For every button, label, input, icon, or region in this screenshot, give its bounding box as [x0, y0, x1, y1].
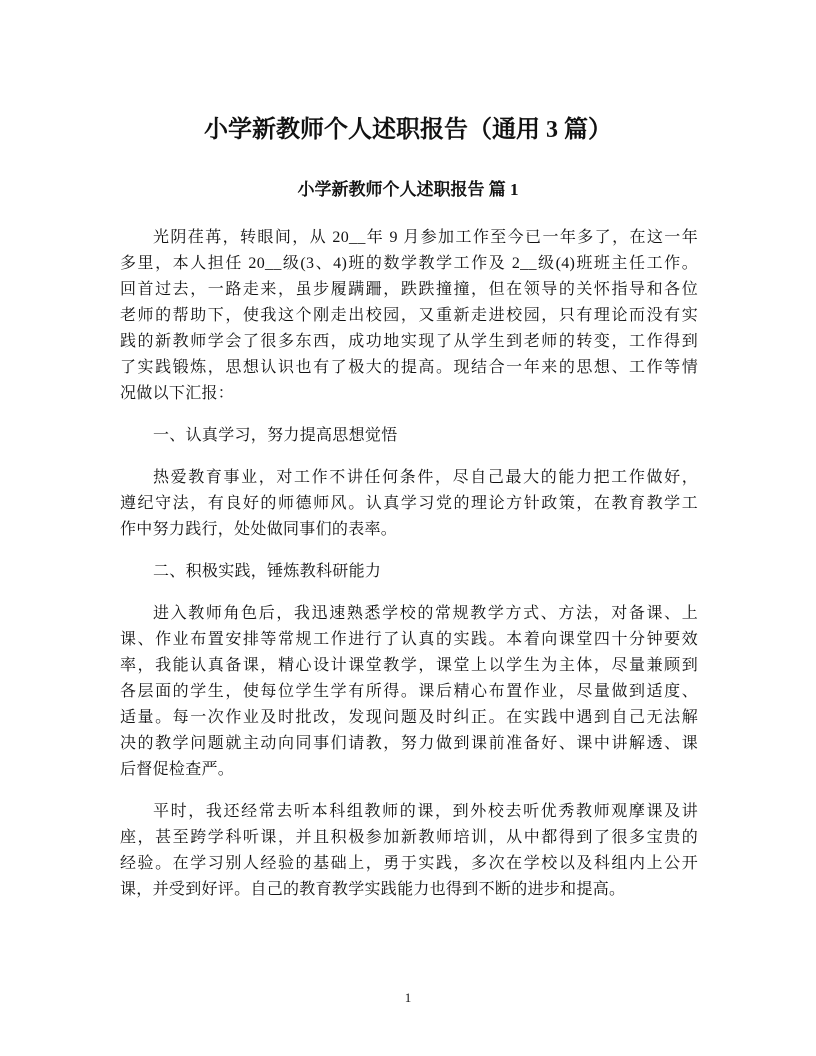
- section-title: 小学新教师个人述职报告 篇 1: [297, 180, 519, 199]
- paragraph: [120, 799, 698, 903]
- page-number: 1: [404, 990, 412, 1005]
- paragraph-line: 进入教师角色后，我迅速熟悉学校的常规教学方式、方法，对备课、上: [153, 605, 698, 622]
- paragraph-line: 作中努力践行，处处做同事们的表率。: [120, 521, 398, 538]
- paragraph-line: 了实践锻炼，思想认识也有了极大的提高。现结合一年来的思想、工作等情: [120, 359, 698, 376]
- paragraph-line: 率，我能认真备课，精心设计课堂教学，课堂上以学生为主体，尽量兼顾到: [120, 657, 698, 674]
- paragraph: [120, 465, 698, 543]
- paragraph-line: 老师的帮助下，使我这个刚走出校园，又重新走进校园，只有理论而没有实: [120, 307, 698, 324]
- paragraph-line: 回首过去，一路走来，虽步履蹒跚，跌跌撞撞，但在领导的关怀指导和各位: [120, 281, 698, 298]
- paragraph: [120, 225, 698, 407]
- paragraph-line: 后督促检查严。: [120, 761, 235, 778]
- paragraph-line: 多里，本人担任 20__级(3、4)班的数学教学工作及 2__级(4)班班主任工作。: [120, 255, 698, 272]
- paragraph-line: 各层面的学生，使每位学生学有所得。课后精心布置作业，尽量做到适度、: [120, 683, 698, 700]
- paragraph-line: 践的新教师学会了很多东西，成功地实现了从学生到老师的转变，工作得到: [120, 333, 698, 350]
- paragraph-line: 决的教学问题就主动向同事们请教，努力做到课前准备好、课中讲解透、课: [120, 735, 698, 752]
- paragraph-line: 经验。在学习别人经验的基础上，勇于实践，多次在学校以及科组内上公开: [120, 855, 698, 872]
- section-heading: 二、积极实践，锤炼教科研能力: [153, 563, 382, 580]
- paragraph: [120, 601, 698, 783]
- paragraph-line: 适量。每一次作业及时批改，发现问题及时纠正。在实践中遇到自己无法解: [120, 709, 698, 726]
- document-title: 小学新教师个人述职报告（通用 3 篇）: [204, 117, 612, 143]
- paragraph-line: 座，甚至跨学科听课，并且积极参加新教师培训，从中都得到了很多宝贵的: [120, 829, 698, 846]
- paragraph-line: 平时，我还经常去听本科组教师的课，到外校去听优秀教师观摩课及讲: [153, 803, 698, 820]
- paragraph-line: 热爱教育事业，对工作不讲任何条件，尽自己最大的能力把工作做好，: [153, 469, 698, 486]
- paragraph-line: 光阴荏苒，转眼间，从 20__年 9 月参加工作至今已一年多了，在这一年: [153, 229, 698, 246]
- paragraph-line: 遵纪守法，有良好的师德师风。认真学习党的理论方针政策，在教育教学工: [120, 495, 698, 512]
- paragraph-line: 况做以下汇报：: [120, 385, 235, 402]
- paragraph-line: 课，并受到好评。自己的教育教学实践能力也得到不断的进步和提高。: [120, 881, 626, 898]
- section-heading: 一、认真学习，努力提高思想觉悟: [153, 427, 398, 444]
- document-body: [120, 225, 698, 919]
- paragraph-line: 课、作业布置安排等常规工作进行了认真的实践。本着向课堂四十分钟要效: [120, 631, 698, 648]
